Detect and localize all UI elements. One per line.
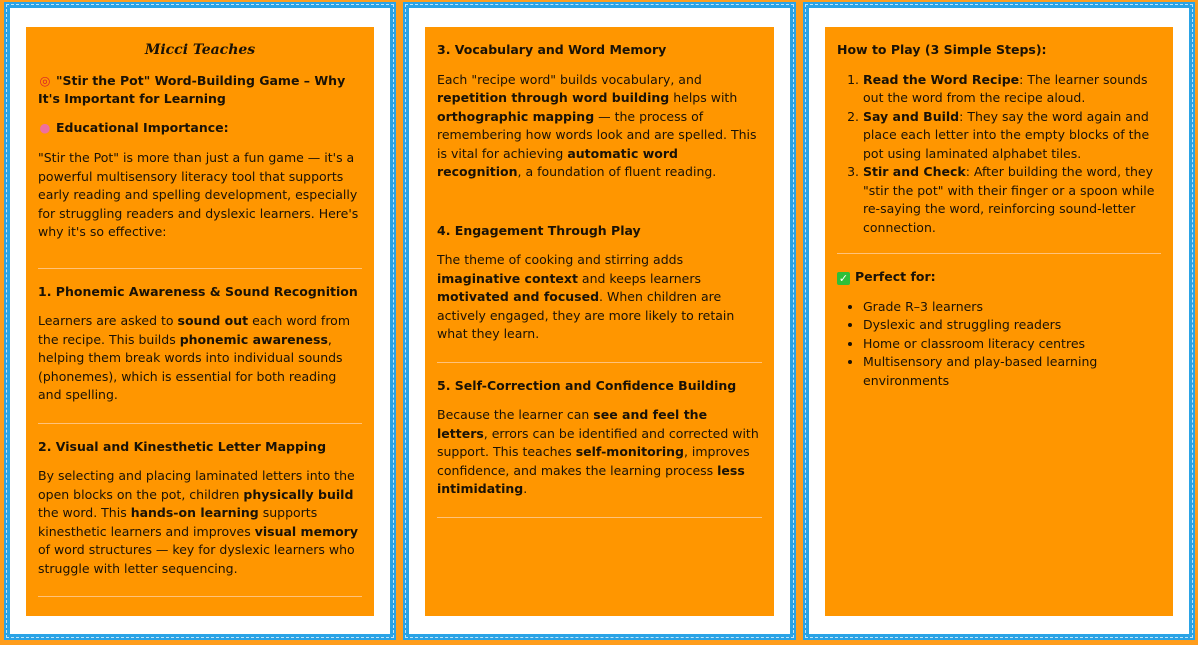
list-item: • Home or classroom literacy centres [863,335,1161,354]
step-item: 2. Say and Build: They say the word again and place each letter into the empty blocks of the pot using laminated alphabet tiles. [863,108,1161,164]
card-2 [425,27,774,616]
step-item: 1. Read the Word Recipe: The learner sounds out the word from the recipe aloud. [863,71,1161,108]
divider [38,268,362,269]
section-paragraph: Because the learner can see and feel the letters, errors can be identified and corrected with support. This teaches self-monitoring, improves confidence, and makes the learning process less intimidating. [437,407,759,496]
section-paragraph: Each "recipe word" builds vocabulary, and repetition through word building helps with orthographic mapping — the process of remembering how words look and are spelled. This is vital for achieving automatic word recognition, a foundation of fluent reading. [437,71,757,179]
intro-title: ◎ "Stir the Pot" Word-Building Game – Why It's Important for Learning [38,72,346,106]
divider [437,517,762,518]
section-heading: 2. Visual and Kinesthetic Letter Mapping [38,438,327,454]
divider [38,596,362,597]
how-to-play-heading: How to Play (3 Simple Steps): [837,42,1047,57]
audience-list [837,298,1161,391]
brain-icon: ● [39,119,51,135]
list-item: • Dyslexic and struggling readers [863,316,1161,335]
dart-target-icon: ◎ [39,72,51,88]
divider [837,253,1161,254]
section-paragraph: By selecting and placing laminated letters into the open blocks on the pot, children physically build the word. This hands-on learning supports kinesthetic learners and improves visual memory of word structures — key for dyslexic learners who struggle with letter sequencing. [38,468,358,576]
section-heading: 3. Vocabulary and Word Memory [437,42,667,57]
divider [437,362,762,363]
section-paragraph: The theme of cooking and stirring adds imaginative context and keeps learners motivated and focused. When children are actively engaged, they are more likely to retain what they learn. [437,252,735,341]
panel-3 [803,2,1195,640]
section-heading: 4. Engagement Through Play [437,222,641,238]
divider [38,423,362,424]
check-mark-icon: ✓ [838,272,849,285]
section-heading: 1. Phonemic Awareness & Sound Recognition [38,283,358,299]
step-item: 3. Stir and Check: After building the word, they "stir the pot" with their finger or a spoon while re-saying the word, reinforcing sound-letter connection. [863,163,1161,237]
brand-title: Micci Teaches [144,42,256,58]
card-3 [825,27,1173,616]
perfect-for-heading: ✓ Perfect for: [838,269,936,285]
intro-paragraph: "Stir the Pot" is more than just a fun game — it's a powerful multisensory literacy tool that supports early reading and spelling development, especially for struggling readers and dyslexic learners. Here's why it's so effective: [38,150,359,239]
panel-1 [4,2,396,640]
edu-heading: ● Educational Importance: [38,119,362,138]
list-item: • Grade R–3 learners [863,298,1161,317]
steps-list [837,71,1161,238]
section-heading: 5. Self-Correction and Confidence Building [437,377,737,393]
list-item: • Multisensory and play-based learning environments [863,353,1161,390]
card-1 [26,27,374,616]
panel-2 [403,2,796,640]
section-paragraph: Learners are asked to sound out each word from the recipe. This builds phonemic awareness, helping them break words into individual sounds (phonemes), which is essential for both reading and spelling. [38,313,351,402]
